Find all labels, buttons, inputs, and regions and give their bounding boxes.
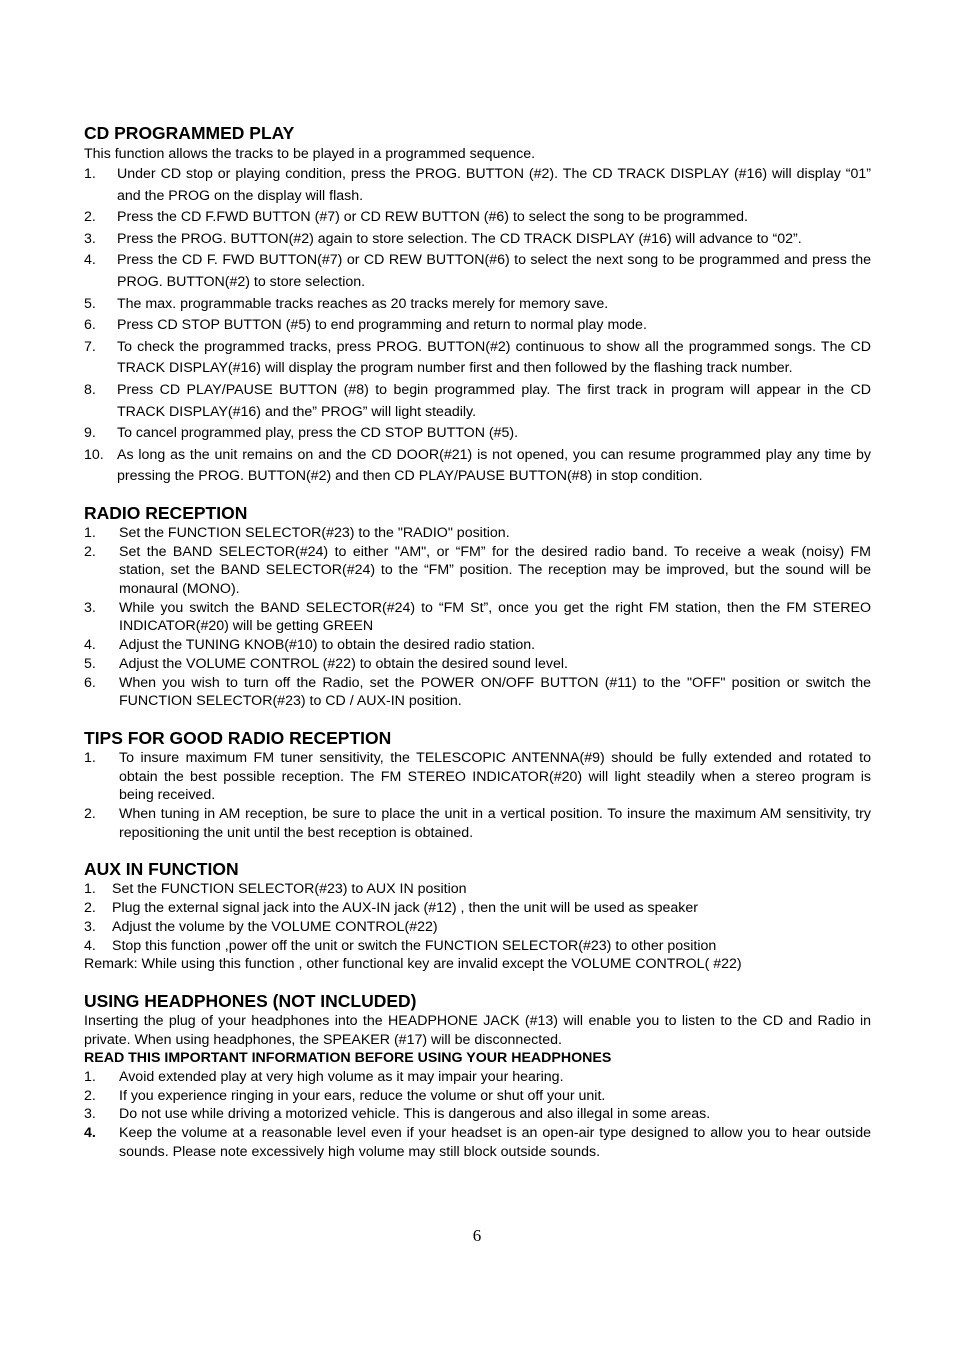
list-item-text: When you wish to turn off the Radio, set the POWER ON/OFF BUTTON (#11) to the "OFF" position or switch the FUNCTION SELECTOR(#23) to CD / AUX-IN position.	[119, 674, 871, 710]
list-item	[84, 337, 871, 380]
list-item-number: 2.	[84, 806, 96, 823]
list-item-text: Set the BAND SELECTOR(#24) to either "AM", or “FM” for the desired radio band. To receive a weak (noisy) FM station, set the BAND SELECTOR(#24) to the “FM” position. The reception may be improved, but the sound will be monaural (MONO).	[119, 543, 871, 598]
page-number: 6	[472, 1226, 482, 1245]
list-item	[84, 655, 871, 674]
list-item-text: As long as the unit remains on and the CD DOOR(#21) is not opened, you can resume programmed play any time by pressing the PROG. BUTTON(#2) and then CD PLAY/PAUSE BUTTON(#8) in stop condition.	[117, 446, 871, 485]
list-item	[84, 899, 871, 918]
list-item	[84, 524, 871, 543]
list-item	[84, 1068, 871, 1087]
radio-reception-section	[84, 502, 871, 711]
list-item-text: Stop this function ,power off the unit or switch the FUNCTION SELECTOR(#23) to other position	[112, 937, 717, 954]
tips-radio-reception-section	[84, 727, 871, 843]
aux-in-function-section	[84, 858, 871, 974]
list-item-text: Do not use while driving a motorized vehicle. This is dangerous and also illegal in some areas.	[119, 1106, 711, 1123]
list-item	[84, 1087, 871, 1106]
list-item	[84, 1124, 871, 1161]
list-item-number: 3.	[84, 599, 96, 616]
list-item-number: 4.	[84, 937, 96, 954]
list-item	[84, 229, 871, 251]
list-item-number: 9.	[84, 425, 96, 442]
list-item-number: 2.	[84, 209, 96, 226]
list-item-number: 2.	[84, 1087, 96, 1104]
list-item-text: To cancel programmed play, press the CD STOP BUTTON (#5).	[117, 425, 519, 442]
list-item-text: Adjust the TUNING KNOB(#10) to obtain the desired radio station.	[119, 637, 536, 654]
list-item-number: 5.	[84, 655, 96, 672]
list-item-number: 4.	[84, 637, 96, 654]
section-heading: AUX IN FUNCTION	[84, 859, 239, 880]
list-item-number: 2.	[84, 900, 96, 917]
warning-heading: READ THIS IMPORTANT INFORMATION BEFORE USING YOUR HEADPHONES	[84, 1050, 612, 1067]
list-item-text: Press CD PLAY/PAUSE BUTTON (#8) to begin programmed play. The first track in program will appear in the CD TRACK DISPLAY(#16) and the” PROG” will light steadily.	[117, 381, 871, 420]
list-item	[84, 749, 871, 805]
list-item-text: Plug the external signal jack into the AUX-IN jack (#12) , then the unit will be used as speaker	[112, 900, 698, 917]
list-item-number: 4.	[84, 252, 96, 269]
numbered-list	[84, 1068, 871, 1162]
section-intro: This function allows the tracks to be played in a programmed sequence.	[84, 146, 536, 162]
using-headphones-section	[84, 990, 871, 1162]
list-item-text: Set the FUNCTION SELECTOR(#23) to the "RADIO" position.	[119, 524, 510, 541]
list-item-text: Adjust the volume by the VOLUME CONTROL(#22)	[112, 918, 438, 935]
list-item	[84, 423, 871, 445]
list-item-number: 6.	[84, 674, 96, 691]
numbered-list	[84, 164, 871, 488]
cd-programmed-play-section	[84, 122, 871, 488]
list-item-text: To insure maximum FM tuner sensitivity, the TELESCOPIC ANTENNA(#9) should be fully extended and rotated to obtain the best possible reception. The FM STEREO INDICATOR(#20) will light steadily when a stereo program is being received.	[119, 749, 871, 804]
list-item-text: Avoid extended play at very high volume as it may impair your hearing.	[119, 1069, 564, 1086]
list-item-number: 10.	[84, 446, 104, 463]
list-item-text: When tuning in AM reception, be sure to place the unit in a vertical position. To insure the maximum AM sensitivity, try repositioning the unit until the best reception is obtained.	[119, 806, 871, 841]
section-heading: CD PROGRAMMED PLAY	[84, 123, 295, 143]
list-item-number: 3.	[84, 230, 96, 247]
list-item	[84, 164, 871, 207]
list-item-number: 1.	[84, 1069, 96, 1086]
section-heading: USING HEADPHONES (NOT INCLUDED)	[84, 990, 417, 1011]
list-item	[84, 380, 871, 423]
list-item-text: Set the FUNCTION SELECTOR(#23) to AUX IN position	[112, 881, 467, 898]
list-item	[84, 445, 871, 488]
list-item-number: 1.	[84, 881, 96, 898]
list-item-number: 1.	[84, 749, 96, 766]
list-item	[84, 543, 871, 599]
list-item	[84, 918, 871, 937]
list-item-number: 4.	[84, 1125, 96, 1142]
list-item	[84, 294, 871, 316]
numbered-list	[84, 749, 871, 843]
list-item-text: Press the CD F. FWD BUTTON(#7) or CD REW BUTTON(#6) to select the next song to be programmed and press the PROG. BUTTON(#2) to store selection.	[117, 252, 871, 290]
list-item-number: 6.	[84, 317, 96, 334]
list-item-text: Adjust the VOLUME CONTROL (#22) to obtain the desired sound level.	[119, 655, 568, 672]
list-item	[84, 207, 871, 229]
numbered-list	[84, 524, 871, 711]
list-item	[84, 636, 871, 655]
list-item	[84, 599, 871, 636]
list-item	[84, 315, 871, 337]
list-item-number: 3.	[84, 918, 96, 935]
list-item-number: 2.	[84, 543, 96, 560]
list-item-number: 5.	[84, 295, 96, 312]
numbered-list	[84, 880, 871, 955]
list-item-number: 1.	[84, 166, 96, 182]
section-heading: RADIO RECEPTION	[84, 502, 248, 523]
list-item	[84, 1105, 871, 1124]
list-item-text: Keep the volume at a reasonable level even if your headset is an open-air type designed to allow you to hear outside sounds. Please note excessively high volume may still block outside sounds.	[119, 1125, 871, 1160]
list-item	[84, 880, 871, 899]
list-item-number: 3.	[84, 1106, 96, 1123]
list-item-text: Press CD STOP BUTTON (#5) to end programming and return to normal play mode.	[117, 317, 647, 334]
remark-text: Remark: While using this function , other functional key are invalid except the VOLUME CONTROL( #22)	[84, 956, 742, 973]
section-intro: Inserting the plug of your headphones into the HEADPHONE JACK (#13) will enable you to listen to the CD and Radio in private. When using headphones, the SPEAKER (#17) will be disconnected.	[84, 1012, 871, 1048]
list-item-number: 7.	[84, 338, 96, 355]
list-item	[84, 674, 871, 711]
list-item-text: To check the programmed tracks, press PROG. BUTTON(#2) continuous to show all the programmed songs. The CD TRACK DISPLAY(#16) will display the program number first and then followed by the flashing track number.	[117, 338, 871, 377]
list-item	[84, 937, 871, 956]
list-item-text: While you switch the BAND SELECTOR(#24) to “FM St”, once you get the right FM station, then the FM STEREO INDICATOR(#20) will be getting GREEN	[119, 599, 871, 635]
section-heading: TIPS FOR GOOD RADIO RECEPTION	[84, 727, 392, 748]
list-item	[84, 805, 871, 842]
list-item-text: Under CD stop or playing condition, press the PROG. BUTTON (#2). The CD TRACK DISPLAY (#16) will display “01” and the PROG on the display will flash.	[117, 166, 871, 204]
list-item-number: 1.	[84, 524, 96, 541]
list-item-text: Press the PROG. BUTTON(#2) again to store selection. The CD TRACK DISPLAY (#16) will advance to “02”.	[117, 230, 802, 247]
list-item-text: Press the CD F.FWD BUTTON (#7) or CD REW BUTTON (#6) to select the song to be programmed.	[117, 209, 748, 226]
manual-page	[84, 122, 871, 1162]
list-item	[84, 250, 871, 293]
list-item-text: The max. programmable tracks reaches as 20 tracks merely for memory save.	[117, 295, 609, 312]
list-item-text: If you experience ringing in your ears, reduce the volume or shut off your unit.	[119, 1087, 606, 1104]
list-item-number: 8.	[84, 381, 96, 398]
